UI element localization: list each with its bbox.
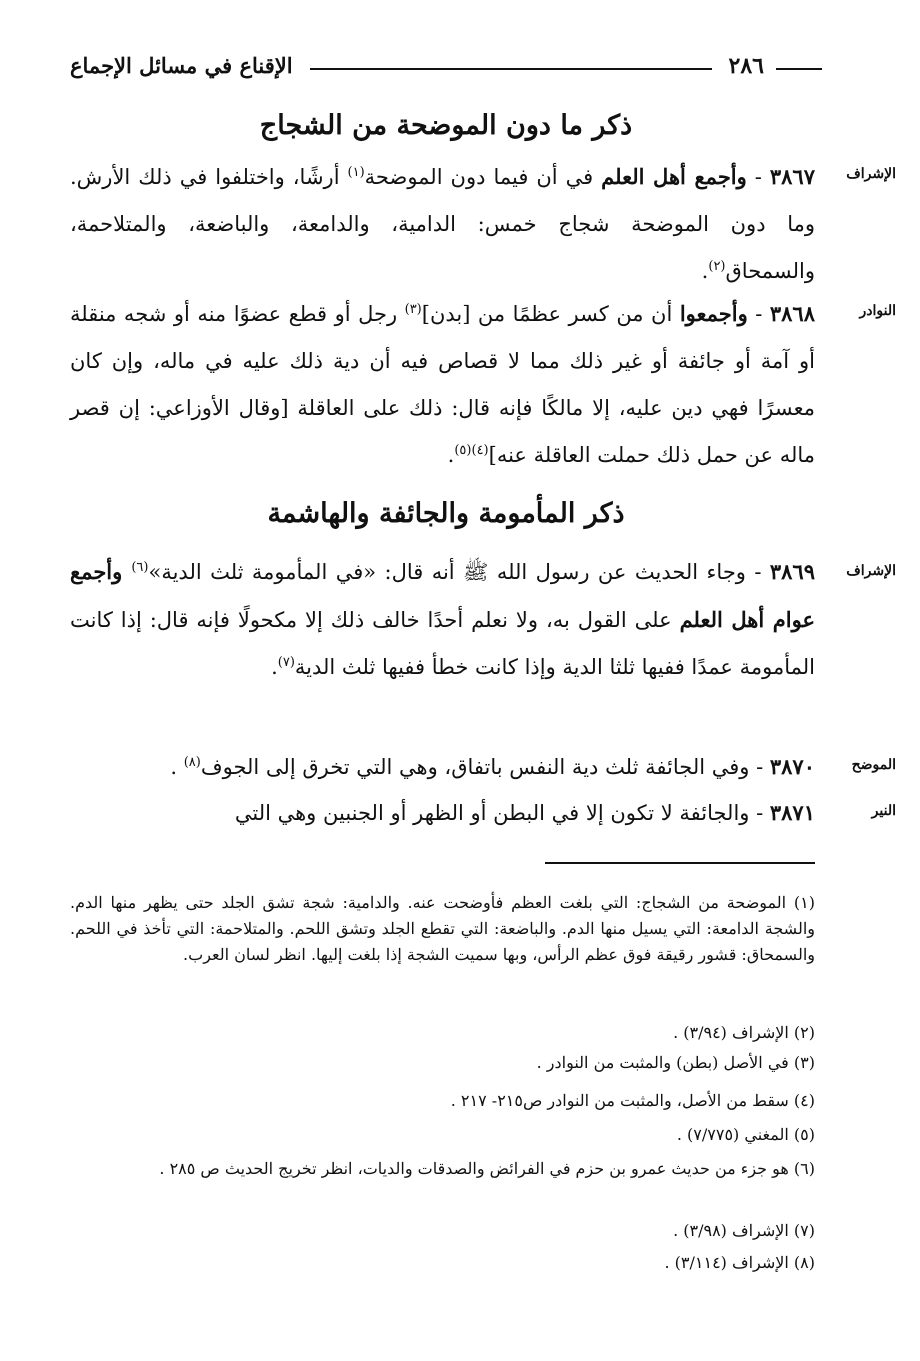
section-heading: ذكر ما دون الموضحة من الشجاج — [259, 110, 633, 141]
footnote: (١) الموضحة من الشجاج: التي بلغت العظم فأوضحت عنه. والدامية: شجة تشق الجلد حتى يظهر منها الدم. والشجة الدامعة: التي يسيل منها الدم. والباضعة: التي تقطع الجلد وتشق اللحم. والمتلاحمة: التي تأخذ في اللحم. والسمحاق: قشور رقيقة فوق عظم الرأس، وبها سميت الشجة إذا بلغت إليها. انظر لسان العرب. — [70, 893, 815, 964]
footnote: (٢) الإشراف (٣/٩٤) . — [673, 1023, 815, 1042]
source-label: النوادر — [859, 303, 896, 319]
footnote-ref: (٧) — [277, 655, 295, 670]
entry-number: ٣٨٦٨ — [769, 301, 815, 326]
source-label: النير — [871, 803, 896, 819]
footnote-ref: (٤)(٥) — [454, 443, 489, 458]
source-label: الموضح — [851, 757, 896, 773]
footnote-ref: (٣) — [404, 302, 422, 317]
book-title: الإقناع في مسائل الإجماع — [70, 53, 293, 78]
entry-number: ٣٨٧٠ — [769, 754, 815, 779]
footnote-ref: (٦) — [131, 560, 149, 575]
entry-number: ٣٨٧١ — [769, 800, 815, 825]
header-dash — [776, 68, 822, 70]
entry-3870: ٣٨٧٠ - وفي الجائفة ثلث دية النفس باتفاق، وهي التي تخرق إلى الجوف$^{(٨)}$ . — [170, 754, 815, 779]
section-heading: ذكر المأمومة والجائفة والهاشمة — [267, 498, 625, 529]
footnote-ref: (٨) — [183, 755, 201, 770]
source-label: الإشراف — [846, 166, 896, 182]
entry-3871: ٣٨٧١ - والجائفة لا تكون إلا في البطن أو الظهر أو الجنبين وهي التي — [234, 800, 815, 825]
footnote-ref: (١) — [347, 165, 365, 180]
footnote-separator — [545, 862, 815, 864]
header-rule — [310, 68, 712, 70]
footnote-ref: (٢) — [708, 259, 726, 274]
footnote: (٦) هو جزء من حديث عمرو بن حزم في الفرائض والصدقات والديات، انظر تخريج الحديث ص ٢٨٥ . — [159, 1159, 815, 1178]
source-label: الإشراف — [846, 563, 896, 579]
entry-3867: ٣٨٦٧ - وأجمع أهل العلم في أن فيما دون الموضحة$^{(١)}$ أرشًا، واختلفوا في ذلك الأرش. وما دون الموضحة شجاج خمس: الدامية، والدامعة، والباضعة، والمتلاحمة، والسمحاق$^{(٢)}$. — [70, 164, 815, 283]
footnote: (٧) الإشراف (٣/٩٨) . — [673, 1221, 815, 1240]
entry-number: ٣٨٦٧ — [769, 164, 815, 189]
running-header — [70, 48, 822, 84]
footnote: (٣) في الأصل (بطن) والمثبت من النوادر . — [536, 1053, 815, 1072]
page-number: ٢٨٦ — [728, 53, 764, 79]
footnote: (٨) الإشراف (٣/١١٤) . — [664, 1253, 815, 1272]
entry-3868: ٣٨٦٨ - وأجمعوا أن من كسر عظمًا من [بدن]$^{(٣)}$ رجل أو قطع عضوًا منه أو شجه منقلة أو آمة أو جائفة أو غير ذلك مما لا قصاص فيه أن دية ذلك عليه في ماله، وإن كان معسرًا فهي دين عليه، إلا مالكًا فإنه قال: ذلك على العاقلة [وقال الأوزاعي: إن قصر ماله عن حمل ذلك حملت العاقلة عنه]$^{(٤)(٥)}$. — [70, 301, 815, 467]
entry-3869: ٣٨٦٩ - وجاء الحديث عن رسول الله ﷺ أنه قال: «في المأمومة ثلث الدية»$^{(٦)}$ وأجمع عوام أهل العلم على القول به، ولا نعلم أحدًا خالف ذلك إلا مكحولًا فإنه قال: إذا كانت المأمومة عمدًا ففيها ثلثا الدية وإذا كانت خطأ ففيها ثلث الدية$^{(٧)}$. — [70, 559, 815, 679]
footnote: (٤) سقط من الأصل، والمثبت من النوادر ص٢١٥- ٢١٧ . — [450, 1091, 815, 1110]
footnote: (٥) المغني (٧/٧٧٥) . — [676, 1125, 815, 1144]
entry-number: ٣٨٦٩ — [769, 559, 815, 584]
